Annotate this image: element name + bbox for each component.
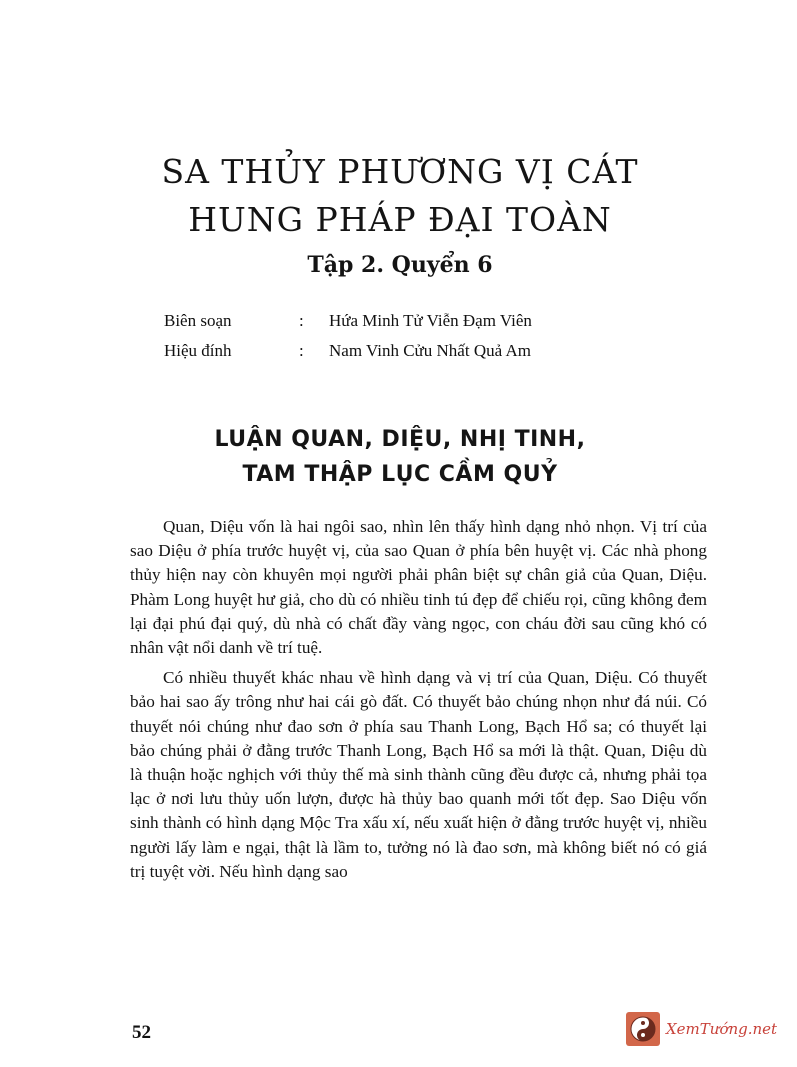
credit-row-editor [164,306,532,336]
chapter-title-line-2: TAM THẬP LỤC CẦM QUỶ [242,462,558,487]
volume-label: Tập 2. Quyển 6 [307,252,493,278]
watermark [626,1012,777,1046]
credit-row-reviser [164,336,532,366]
page-number: 52 [132,1022,151,1043]
body-text [130,515,707,884]
credit-colon: : [299,341,304,360]
credit-colon: : [299,311,304,330]
chapter-title-line-1: LUẬN QUAN, DIỆU, NHỊ TINH, [214,427,586,452]
paragraph: Quan, Diệu vốn là hai ngôi sao, nhìn lên thấy hình dạng nhỏ nhọn. Vị trí của sao Diệu ở phía trước huyệt vị, của sao Quan ở phía bên huyệt vị. Các nhà phong thủy hiện nay còn khuyên mọi người phải phân biệt sự chân giả của Quan, Diệu. Phàm Long huyệt hư giả, cho dù có nhiều tinh tú đẹp để chiếu rọi, cũng không đem lại đại phú đại quý, dù nhà có chất đầy vàng ngọc, con cháu đời sau cũng khó có nhân vật nổi danh về trí tuệ. [130,517,707,658]
book-title [120,148,680,244]
book-title-line-2: HUNG PHÁP ĐẠI TOÀN [188,200,612,239]
credit-value: Nam Vinh Cửu Nhất Quả Am [329,341,531,360]
credits [164,306,532,366]
credit-label: Hiệu đính [164,341,232,360]
credit-label: Biên soạn [164,311,232,330]
watermark-text: XemTướng.net [666,1020,778,1038]
paragraph: Có nhiều thuyết khác nhau về hình dạng và vị trí của Quan, Diệu. Có thuyết bảo hai sao ấy trông như hai cái gò đất. Có thuyết bảo chúng nhọn như đá núi. Có thuyết nói chúng như đao sơn ở phía sau Thanh Long, Bạch Hổ sa; có thuyết lại bảo chúng phải ở đằng trước Thanh Long, Bạch Hổ sa mới là thật. Quan, Diệu dù là thuận hoặc nghịch với thủy thế mà sinh thành cũng đều được cả, nhưng phải tọa lạc ở nơi lưu thủy uốn lượn, được hà thủy bao quanh mới tốt đẹp. Sao Diệu vốn sinh thành có hình dạng Mộc Tra xấu xí, nếu xuất hiện ở đằng trước huyệt vị, nhiều người lấy làm e ngại, thật là lầm to, tưởng nó là đao sơn, mà không biết nó có giá trị tuyệt vời. Nếu hình dạng sao [130,668,707,881]
credit-value: Hứa Minh Tử Viễn Đạm Viên [329,311,532,330]
yin-yang-icon [626,1012,660,1046]
book-title-line-1: SA THỦY PHƯƠNG VỊ CÁT [161,152,639,191]
chapter-title [150,422,650,492]
